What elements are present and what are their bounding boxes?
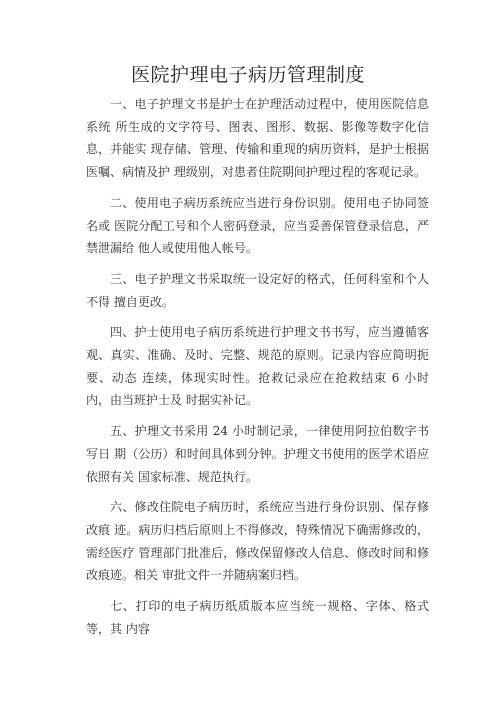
paragraph-6: 六、修改住院电子病历时，系统应当进行身份识别、保存修改痕 迹。病历归档后原则上不得修改，特殊情况下确需修改的，需经医疗 管理部门批准后，修改保留修改人信息、修改时间和修改痕迹。相关 审批文件一并随病案归档。 bbox=[86, 500, 429, 583]
document-body bbox=[86, 93, 429, 648]
paragraph-4: 四、护士使用电子病历系统进行护理文书书写，应当遵循客观、真实、准确、及时、完整、规范的原则。记录内容应简明扼要、动态 连续，体现实时性。抢救记录应在抢救结束 6 小时内，由当班护士及 时据实补记。 bbox=[86, 325, 429, 408]
paragraph-7: 七、打印的电子病历纸质版本应当统一规格、字体、格式等，其 内容 bbox=[86, 599, 429, 636]
paragraph-1: 一、电子护理文书是护士在护理活动过程中，使用医院信息系统 所生成的文字符号、图表、图形、数据、影像等数字化信息，并能实 现存储、管理、传输和重现的病历资料，是护士根据医嘱、病情及护 理级别，对患者住院期间护理过程的客观记录。 bbox=[86, 97, 429, 180]
paragraph-2: 二、使用电子病历系统应当进行身份识别。使用电子协同签名或 医院分配工号和个人密码登录，应当妥善保管登录信息，严禁泄漏给 他人或使用他人帐号。 bbox=[86, 195, 429, 256]
paragraph-3: 三、电子护理文书采取统一设定好的格式，任何科室和个人不得 擅自更改。 bbox=[86, 271, 429, 309]
paragraph-5: 五、护理文书采用 24 小时制记录，一律使用阿拉伯数字书写日 期（公历）和时间具体到分钟。护理文书使用的医学术语应依照有关 国家标准、规范执行。 bbox=[86, 424, 429, 484]
document-title: 医院护理电子病历管理制度 bbox=[130, 64, 365, 86]
